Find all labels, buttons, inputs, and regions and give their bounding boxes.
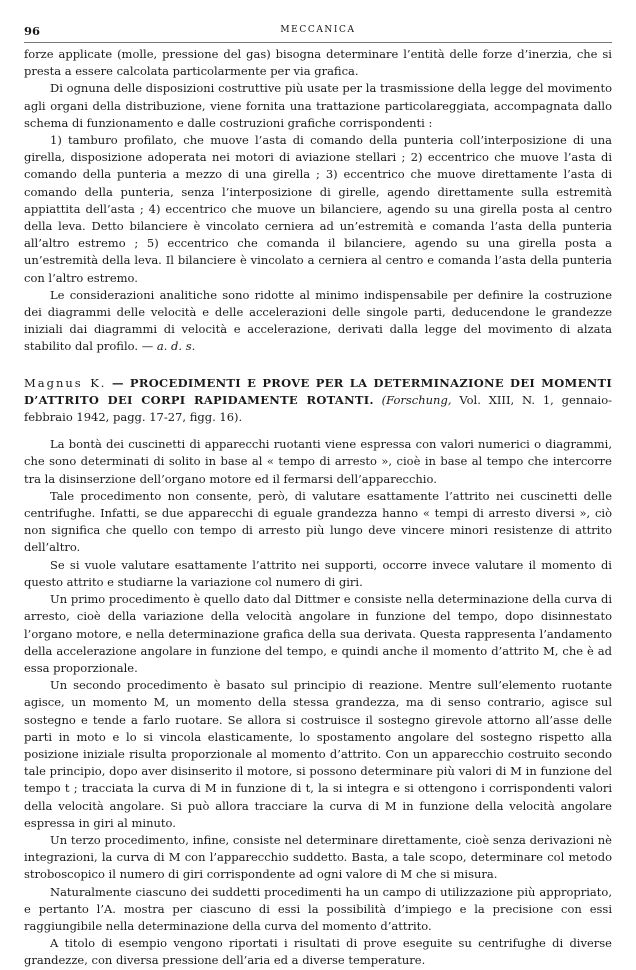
article-body xyxy=(24,46,612,970)
paragraph: Un primo procedimento è quello dato dal Dittmer e consiste nella determinazione della curva di arresto, cioè della variazione della velocità angolare in funzione del tempo, dopo disinnestato l’organo motore, e nella determinazione grafica della sua derivata. Questa rappresenta l’andamento della accelerazione angolare in funzione del tempo, e quindi anche il momento d’attrito M, che è ad essa proporzionale. xyxy=(24,592,612,675)
paragraph: A titolo di esempio vengono riportati i risultati di prove eseguite su centrifughe di diverse grandezze, con diversa pressione dell’aria ed a diverse temperature. xyxy=(24,936,612,968)
review-author: Magnus K. xyxy=(24,375,107,390)
review-journal: (Forschung, xyxy=(381,392,452,407)
paragraph-with-signature xyxy=(24,287,612,356)
paragraph: Tale procedimento non consente, però, di valutare esattamente l’attrito nei cuscinetti delle centrifughe. Infatti, se due apparecchi di eguale grandezza hanno « tempi di arresto diversi », ciò non significa che quello con tempo di arresto più lungo deve vincere minori resistenze di attrito dell’altro. xyxy=(24,488,612,555)
paragraph: Naturalmente ciascuno dei suddetti procedimenti ha un campo di utilizzazione più appropriato, e pertanto l’A. mostra per ciascuno di essi la possibilità d’impiego e la precisione con essi raggiungibile nella determinazione della curva del momento d’attrito. xyxy=(24,884,612,933)
review-citation: Vol. XIII, N. 1, gennaio-febbraio 1942, pagg. 17-27, figg. 16). xyxy=(24,392,613,425)
page-header xyxy=(24,24,612,40)
reviewer-initials: a. d. s. xyxy=(156,339,196,354)
header-rule xyxy=(24,42,612,43)
page-number: 96 xyxy=(24,24,41,38)
paragraph: 1) tamburo profilato, che muove l’asta di comando della punteria coll’interposizione di una girella, disposizione adoperata nei motori di aviazione stellari ; 2) eccentrico che muove l’asta di comando della punteria a mezzo di una girella ; 3) eccentrico che muove direttamente l’asta di comando della punteria, senza l’interposizione di girelle, agendo direttamente sulla estremità appiattita dell’asta ; 4) eccentrico che muove un bilanciere, agendo su una girella posta al centro della leva. Detto bilanciere è vincolato cerniera ad un’estremità e comanda l’asta della punteria all’altro estremo ; 5) eccentrico che comanda il bilanciere, agendo su una girella posta a un’estremità della leva. Il bilanciere è vincolato a cerniera al centro e comanda l’asta della punteria con l’altro estremo. xyxy=(24,133,612,285)
paragraph-text: Le considerazioni analitiche sono ridotte al minimo indispensabile per definire la costruzione dei diagrammi delle velocità e delle accelerazioni delle singole parti, deducendone le grandezze iniziali dai diagrammi di velocità e accelerazione, derivati dalla legge del movimento di alzata stabilito dal profilo. — xyxy=(24,287,612,354)
paragraph: Un secondo procedimento è basato sul principio di reazione. Mentre sull’elemento ruotante agisce, un momento M, un momento della stessa grandezza, ma di senso contrario, agisce sul sostegno e tende a farlo ruotare. Se allora si costruisce il sostegno girevole attorno all’asse delle parti in moto e lo si vincola elasticamente, lo spostamento angolare del sostegno rispetto alla posizione iniziale risulta proporzionale al momento d’attrito. Con un apparecchio costruito secondo tale principio, dopo aver disinserito il motore, si possono determinare più valori di M in funzione del tempo t ; tracciata la curva di M in funzione di t, la si integra e si ottengono i corrispondenti valori della velocità angolare. Si può allora tracciare la curva di M in funzione della velocità angolare espressa in giri al minuto. xyxy=(24,678,612,830)
paragraph: Di ognuna delle disposizioni costruttive più usate per la trasmissione della legge del movimento agli organi della distribuzione, viene fornita una trattazione particolareggiata, accompagnata dallo schema di funzionamento e dalle costruzioni grafiche corrispondenti : xyxy=(24,81,612,130)
running-title: MECCANICA xyxy=(280,25,356,35)
paragraph: La bontà dei cuscinetti di apparecchi ruotanti viene espressa con valori numerici o diagrammi, che sono determinati di solito in base al « tempo di arresto », cioè in base al tempo che intercorre tra la disinserzione dell’organo motore ed il fermarsi dell’apparecchio. xyxy=(24,437,612,486)
paragraph: Un terzo procedimento, infine, consiste nel determinare direttamente, cioè senza derivazioni nè integrazioni, la curva di M con l’apparecchio suddetto. Basta, a tale scopo, determinare col metodo stroboscopico il numero di giri corrispondente ad ogni valore di M che si misura. xyxy=(24,832,612,882)
review-title: — PROCEDIMENTI E PROVE PER LA DETERMINAZIONE DEI MOMENTI D’ATTRITO DEI CORPI RAPIDAMENTE ROTANTI. xyxy=(24,375,613,407)
paragraph: Se si vuole valutare esattamente l’attrito nei supporti, occorre invece valutare il momento di questo attrito e studiarne la variazione col numero di giri. xyxy=(24,557,612,589)
review-heading xyxy=(24,375,612,427)
paragraph: forze applicate (molle, pressione del gas) bisogna determinare l’entità delle forze d’inerzia, che si presta a essere calcolata particolarmente per via grafica. xyxy=(24,47,612,79)
